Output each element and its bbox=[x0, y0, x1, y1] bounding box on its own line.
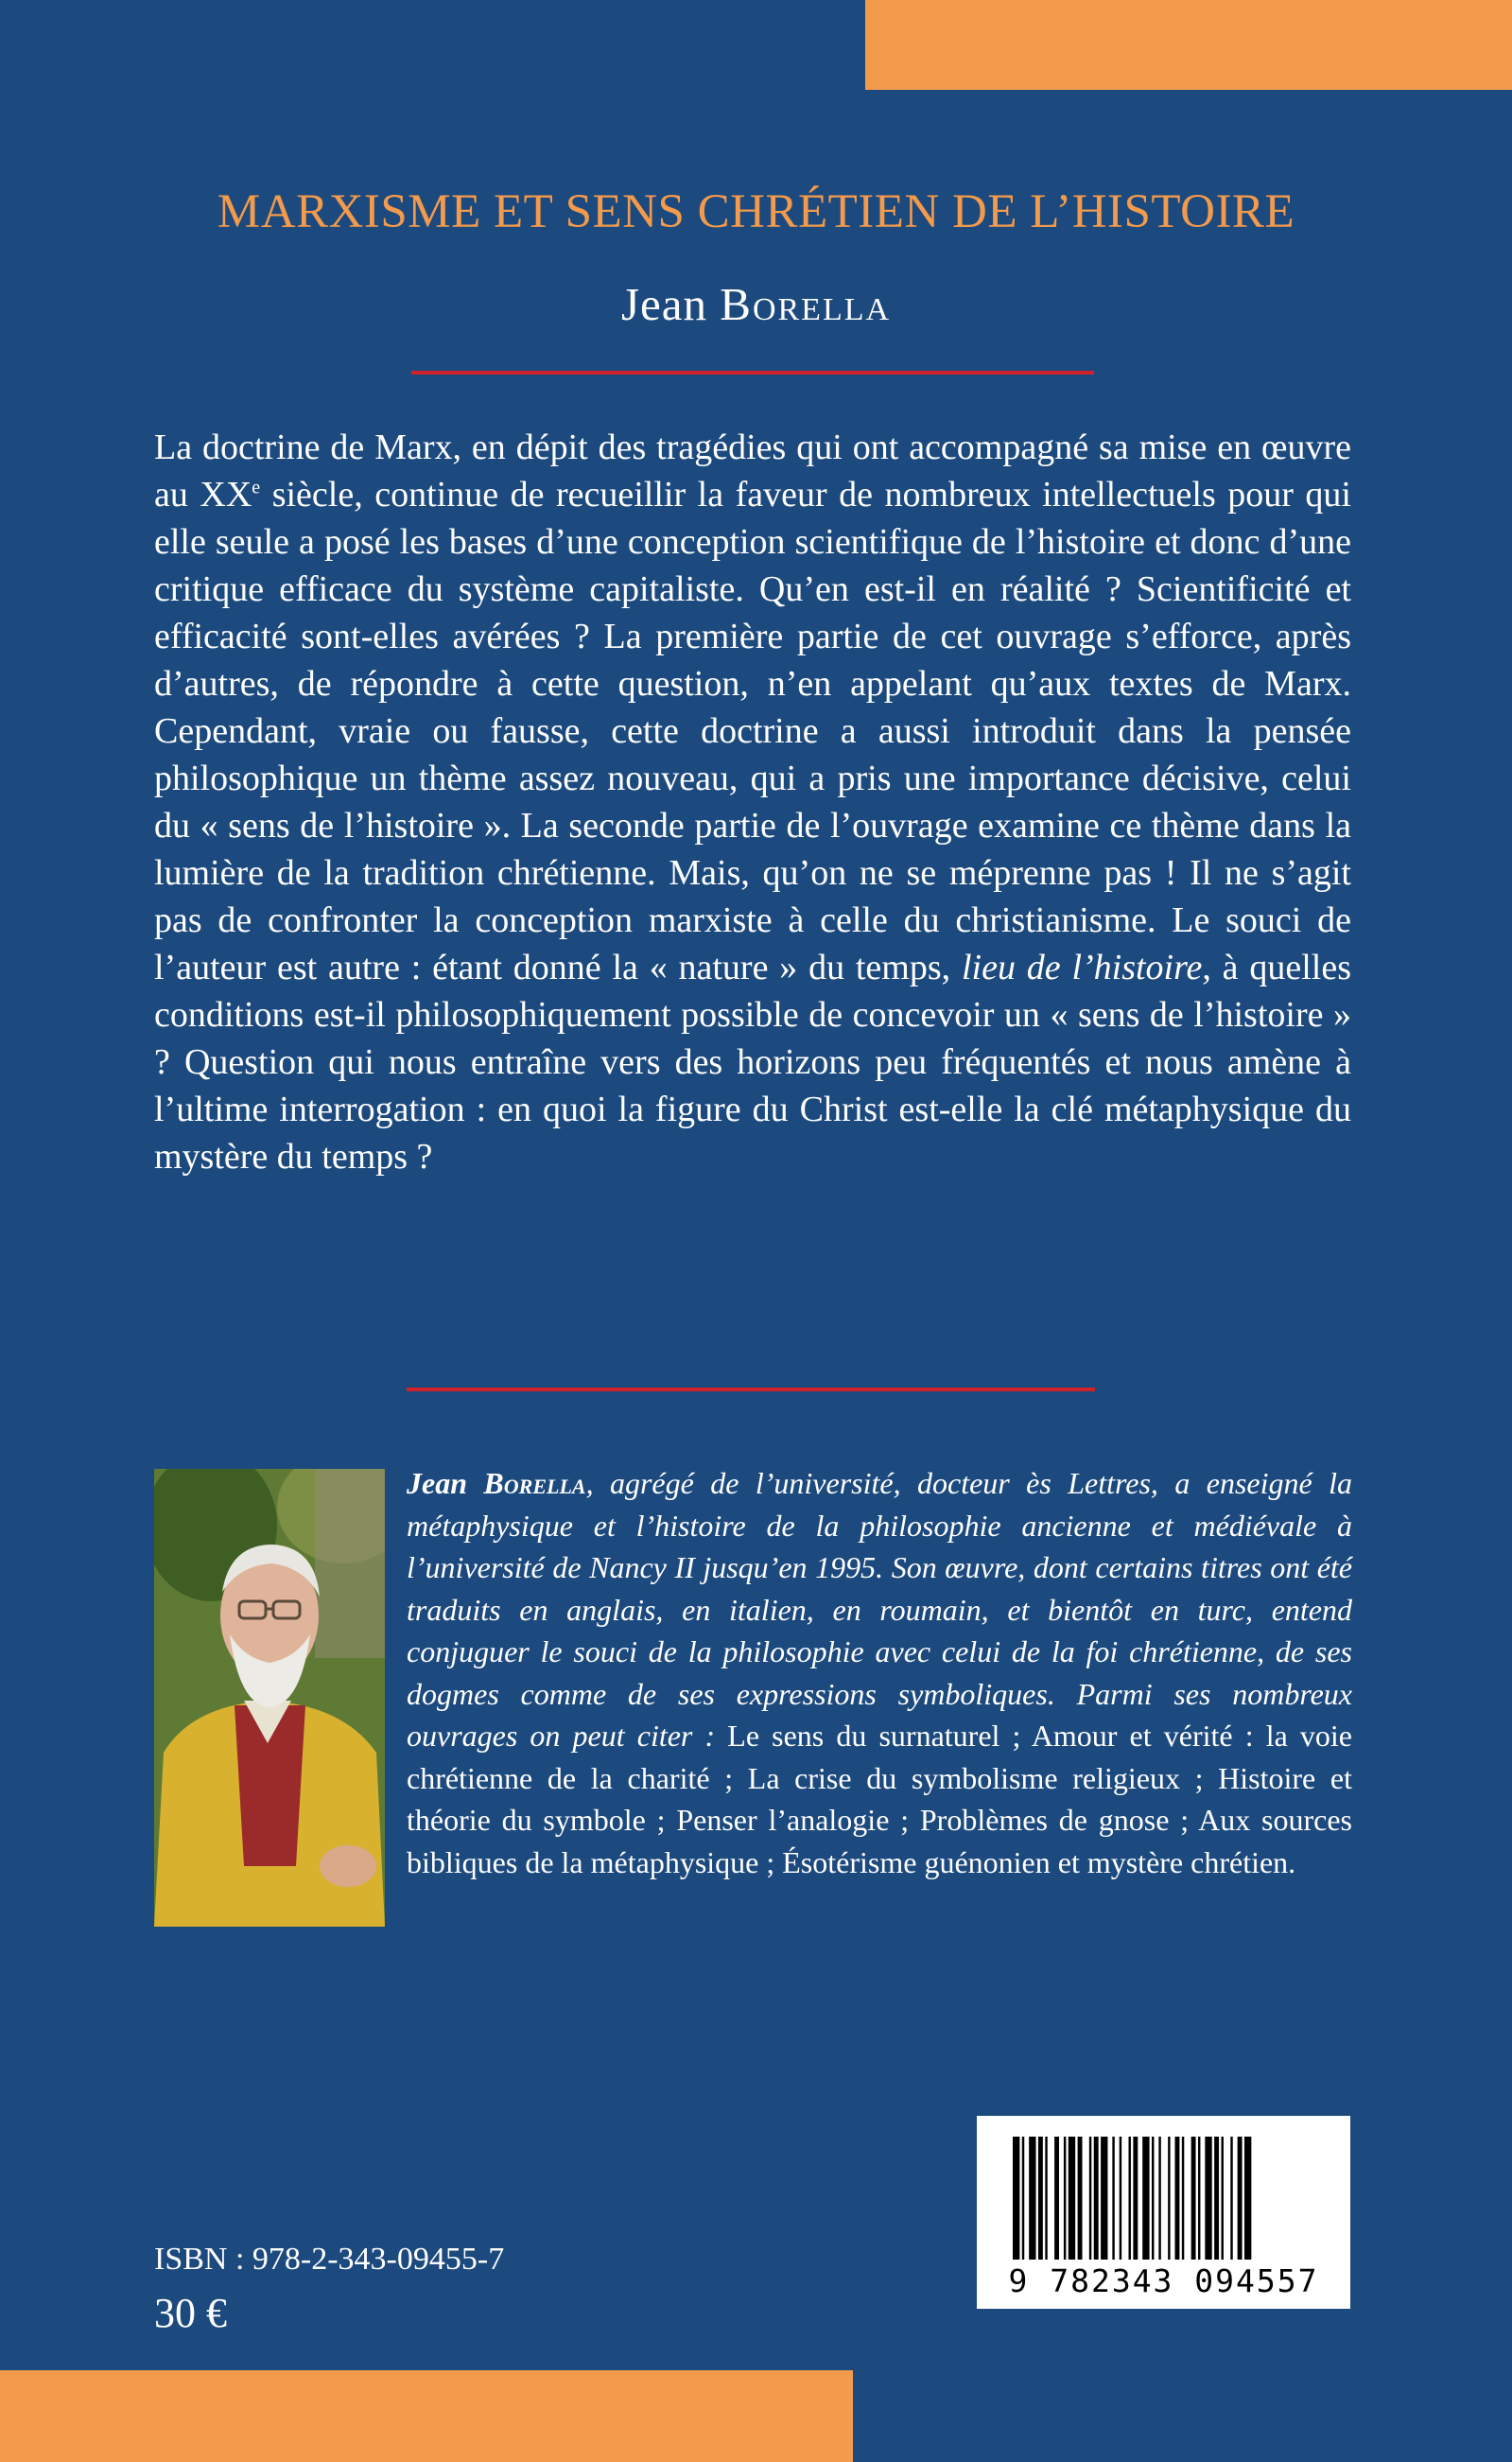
author-last-name: Borella bbox=[720, 278, 892, 330]
author-name bbox=[0, 277, 1512, 331]
barcode-bar bbox=[1191, 2137, 1196, 2260]
barcode-bar bbox=[1152, 2137, 1154, 2260]
blurb-part-2: siècle, continue de recueillir la faveur de nombreux intellectuels pour qui elle seule a posé les bases d’une conception scientifique de l’histoire et donc d’une critique efficace du système capitaliste. Qu’en est-il en réalité ? Scientificité et efficacité sont-elles avérées ? La première partie de cet ouvrage s’efforce, après d’autres, de répondre à cette question, n’en appelant qu’aux textes de Marx. Cependant, vraie ou fausse, cette doctrine a aussi introduit dans la pensée philosophique un thème assez nouveau, qui a pris une importance décisive, celui du « sens de l’histoire ». La seconde partie de l’ouvrage examine ce thème dans la lumière de la tradition chrétienne. Mais, qu’on ne se méprenne pas ! Il ne s’agit pas de confronter la conception marxiste à celle du christianisme. Le souci de l’auteur est autre : étant donné la « nature » du temps, bbox=[154, 475, 1351, 987]
barcode-bar bbox=[1038, 2137, 1043, 2260]
divider-bottom bbox=[407, 1388, 1095, 1391]
blurb-italic: lieu de l’histoire bbox=[961, 948, 1203, 987]
barcode-bar bbox=[1168, 2137, 1170, 2260]
blurb-text bbox=[154, 424, 1351, 1180]
barcode-bar bbox=[1133, 2137, 1138, 2260]
blurb-superscript: e bbox=[252, 477, 261, 498]
barcode-bar bbox=[1198, 2137, 1200, 2260]
bio-text: , agrégé de l’université, docteur ès Lettres, a enseigné la métaphysique et l’histoire de la philosophie ancienne et médiévale à l’université de Nancy II jusqu’en 1995. Son œuvre, dont certains titres ont été traduits en anglais, en italien, en roumain, et bientôt en turc, entend conjuguer le souci de la philosophie avec celui de la foi chrétienne, de ses dogmes comme de ses expressions symboliques. Parmi ses nombreux ouvrages on peut citer : bbox=[407, 1466, 1353, 1753]
blurb-part-3: , à quelles conditions est-il philosophiquement possible de concevoir un « sens de l’histoire » ? Question qui nous entraîne vers des horizons peu fréquentés et nous amène à l’ultime interrogation : en quoi la figure du Christ est-elle la clé métaphysique du mystère du temps ? bbox=[154, 948, 1351, 1177]
barcode-bar bbox=[1244, 2137, 1251, 2260]
barcode-bar bbox=[1230, 2137, 1232, 2260]
author-bio bbox=[407, 1462, 1352, 1883]
barcode-bar bbox=[1064, 2137, 1066, 2260]
barcode-bar bbox=[1045, 2137, 1047, 2260]
barcode-bar bbox=[1129, 2137, 1131, 2260]
divider-top bbox=[411, 371, 1094, 375]
barcode-bar bbox=[1120, 2137, 1121, 2260]
barcode-bar bbox=[1112, 2137, 1114, 2260]
price: 30 € bbox=[154, 2290, 227, 2336]
barcode-bar bbox=[1238, 2137, 1243, 2260]
barcode-icon bbox=[977, 2116, 1350, 2309]
isbn: ISBN : 978-2-343-09455-7 bbox=[154, 2242, 505, 2277]
barcode-bar bbox=[1089, 2137, 1091, 2260]
barcode-bar bbox=[1175, 2137, 1180, 2260]
bottom-orange-band bbox=[0, 2370, 853, 2462]
barcode-digits: 9 782343 094557 bbox=[977, 2262, 1350, 2299]
barcode-bar bbox=[1078, 2137, 1083, 2260]
barcode-bar bbox=[1094, 2137, 1099, 2260]
top-orange-band bbox=[865, 0, 1512, 90]
barcode-bar bbox=[1013, 2137, 1019, 2260]
author-portrait-icon bbox=[154, 1469, 385, 1927]
book-title: MARXISME ET SENS CHRÉTIEN DE L’HISTOIRE bbox=[217, 185, 1295, 238]
blurb-part-1: La doctrine de Marx, en dépit des tragédies qui ont accompagné sa mise en œuvre au XX bbox=[154, 428, 1351, 515]
barcode-bar bbox=[1222, 2137, 1224, 2260]
barcode-bar bbox=[1101, 2137, 1107, 2260]
barcode-bar bbox=[1158, 2137, 1160, 2260]
bio-works: Le sens du surnaturel ; Amour et vérité : la voie chrétienne de la charité ; La crise du symbolisme religieux ; Histoire et théorie du symbole ; Penser l’analogie ; Problèmes de gnose ; Aux sources bibliques de la métaphysique ; Ésotérisme guénonien et mystère chrétien. bbox=[407, 1719, 1353, 1879]
barcode-bar bbox=[1022, 2137, 1024, 2260]
barcode-bar bbox=[1205, 2137, 1211, 2260]
barcode-bar bbox=[1182, 2137, 1184, 2260]
barcode-bar bbox=[1142, 2137, 1149, 2260]
bio-name-first: Jean bbox=[407, 1466, 484, 1500]
barcode-bar bbox=[1069, 2137, 1075, 2260]
barcode-bar bbox=[1214, 2137, 1219, 2260]
author-first-name: Jean bbox=[620, 278, 721, 330]
barcode-bar bbox=[1054, 2137, 1059, 2260]
bio-name-last: Borella bbox=[483, 1466, 586, 1500]
barcode-bar bbox=[1029, 2137, 1035, 2260]
